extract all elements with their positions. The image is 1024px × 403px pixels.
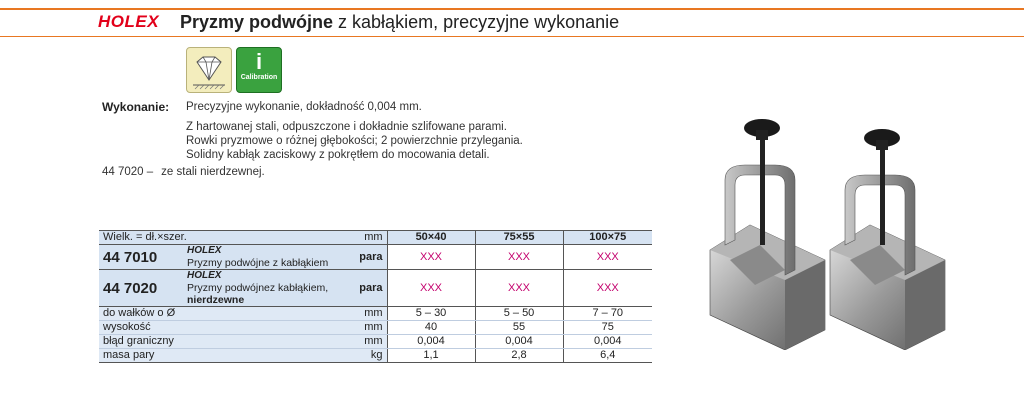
spec-row bbox=[99, 335, 652, 349]
code-note bbox=[102, 166, 273, 178]
spec-row-label: masa pary bbox=[99, 349, 333, 363]
product-row bbox=[99, 245, 652, 270]
top-orange-rule bbox=[0, 8, 1024, 10]
product-unit: para bbox=[333, 245, 387, 270]
spec-row-unit: mm bbox=[333, 321, 387, 335]
product-code: 44 7010 bbox=[99, 245, 183, 270]
spec-line: Solidny kabłąk zaciskowy z pokrętłem do mocowania detali. bbox=[186, 149, 490, 161]
spec-row-value: 2,8 bbox=[475, 349, 563, 363]
spec-row-label: błąd graniczny bbox=[99, 335, 333, 349]
product-value: XXX bbox=[563, 245, 652, 270]
spec-line: Rowki pryzmowe o różnej głębokości; 2 powierzchnie przylegania. bbox=[186, 135, 523, 147]
spec-row bbox=[99, 307, 652, 321]
spec-row-unit: kg bbox=[333, 349, 387, 363]
size-col: 50×40 bbox=[387, 231, 475, 245]
spec-row bbox=[99, 349, 652, 363]
product-value: XXX bbox=[387, 245, 475, 270]
product-value: XXX bbox=[475, 270, 563, 307]
code-desc: ze stali nierdzewnej. bbox=[161, 166, 265, 178]
spec-row-label: do wałków o Ø bbox=[99, 307, 333, 321]
spec-row-unit: mm bbox=[333, 335, 387, 349]
header-unit: mm bbox=[333, 231, 387, 245]
spec-row-value: 0,004 bbox=[563, 335, 652, 349]
product-value: XXX bbox=[387, 270, 475, 307]
spec-text bbox=[186, 100, 523, 162]
size-col: 75×55 bbox=[475, 231, 563, 245]
spec-row-value: 5 – 50 bbox=[475, 307, 563, 321]
product-value: XXX bbox=[475, 245, 563, 270]
spec-row-unit: mm bbox=[333, 307, 387, 321]
title-bold: Pryzmy podwójne bbox=[180, 12, 334, 32]
product-desc-bold: nierdzewne bbox=[187, 294, 245, 306]
product-code: 44 7020 bbox=[99, 270, 183, 307]
product-desc-text: Pryzmy podwójnez kabłąkiem, bbox=[187, 282, 329, 294]
spec-label: Wykonanie: bbox=[102, 100, 170, 114]
holex-logo: HOLEX bbox=[98, 12, 160, 31]
product-value: XXX bbox=[563, 270, 652, 307]
spec-row-value: 6,4 bbox=[563, 349, 652, 363]
spec-row-value: 5 – 30 bbox=[387, 307, 475, 321]
spec-row-label: wysokość bbox=[99, 321, 333, 335]
page-title bbox=[180, 12, 619, 33]
product-desc-text: Pryzmy podwójne z kabłąkiem bbox=[187, 257, 329, 269]
product-desc bbox=[183, 270, 333, 307]
code-ref: 44 7020 – bbox=[102, 166, 154, 178]
spec-line: Z hartowanej stali, odpuszczone i dokładnie szlifowane parami. bbox=[186, 121, 507, 133]
spec-row-value: 55 bbox=[475, 321, 563, 335]
product-photo bbox=[700, 100, 990, 350]
calibration-letter: i bbox=[255, 49, 263, 74]
title-rest: z kabłąkiem, precyzyjne wykonanie bbox=[333, 12, 620, 32]
header-bottom-rule bbox=[0, 36, 1024, 37]
spec-row-value: 75 bbox=[563, 321, 652, 335]
spec-row-value: 0,004 bbox=[475, 335, 563, 349]
size-col: 100×75 bbox=[563, 231, 652, 245]
product-table bbox=[99, 230, 652, 363]
size-label: Wielk. = dł.×szer. bbox=[99, 231, 333, 245]
spec-row-value: 1,1 bbox=[387, 349, 475, 363]
calibration-icon bbox=[236, 47, 282, 93]
calibration-label: Calibration bbox=[240, 74, 278, 81]
table-header-row bbox=[99, 231, 652, 245]
product-unit: para bbox=[333, 270, 387, 307]
holex-mini-logo: HOLEX bbox=[187, 245, 222, 256]
product-desc bbox=[183, 245, 333, 270]
holex-mini-logo: HOLEX bbox=[187, 270, 222, 281]
diamond-icon bbox=[186, 47, 232, 93]
spec-row bbox=[99, 321, 652, 335]
spec-row-value: 7 – 70 bbox=[563, 307, 652, 321]
product-row bbox=[99, 270, 652, 307]
spec-row-value: 40 bbox=[387, 321, 475, 335]
spec-row-value: 0,004 bbox=[387, 335, 475, 349]
spec-line: Precyzyjne wykonanie, dokładność 0,004 mm. bbox=[186, 101, 422, 113]
